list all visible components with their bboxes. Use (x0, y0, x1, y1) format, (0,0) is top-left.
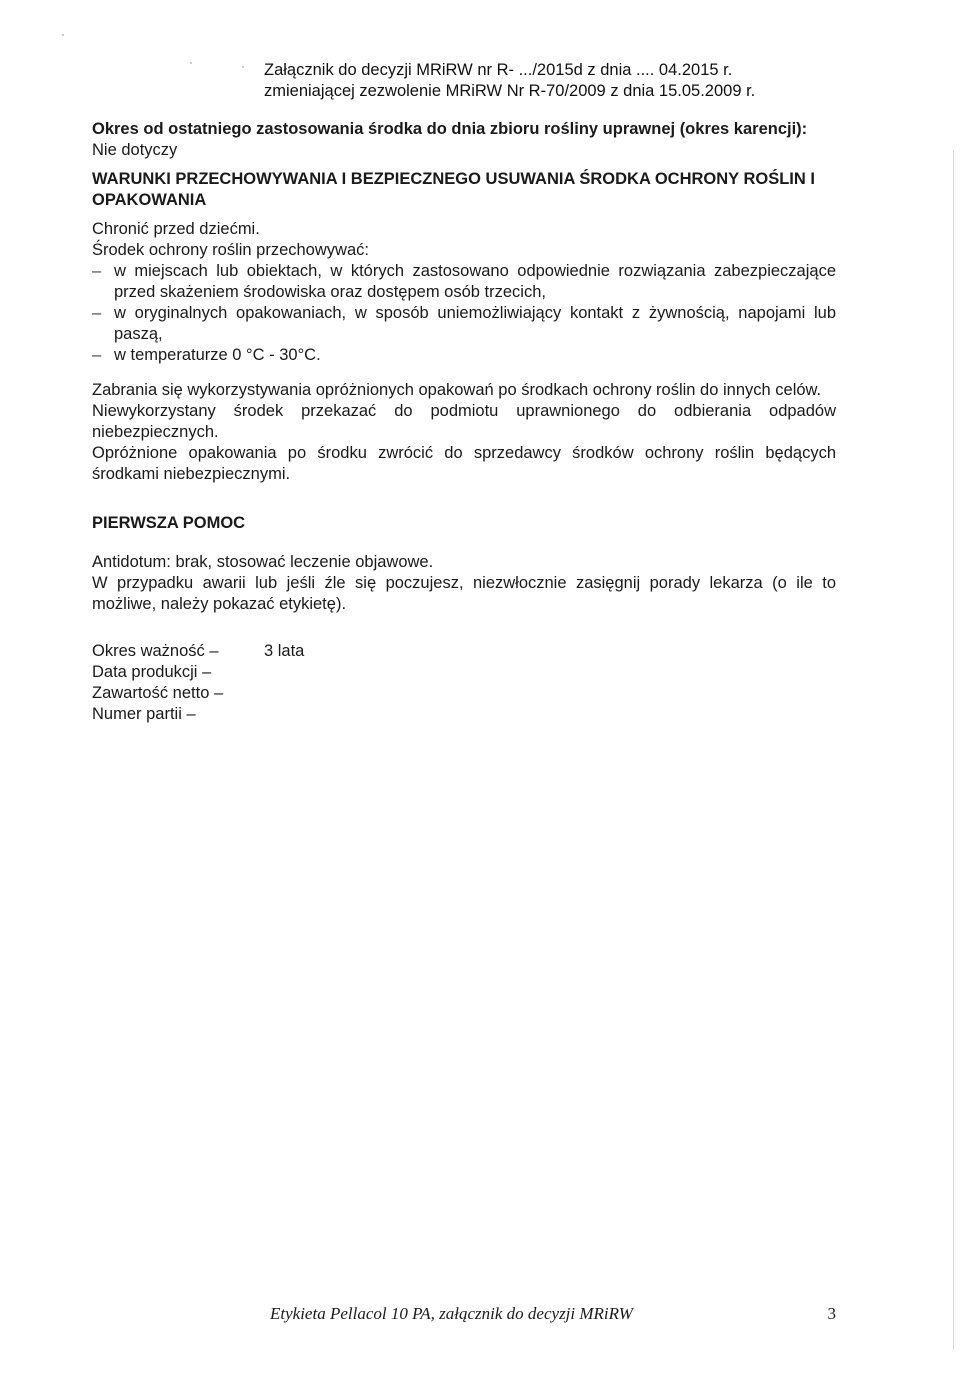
first-aid-instructions: W przypadku awarii lub jeśli źle się poczujesz, niezwłocznie zasięgnij porady lekarza (o ile to możliwe, należy pokazać etykietę). (92, 574, 836, 613)
storage-title: WARUNKI PRZECHOWYWANIA I BEZPIECZNEGO USUWANIA ŚRODKA OCHRONY ROŚLIN I OPAKOWANIA (92, 170, 815, 209)
footer (270, 1304, 836, 1324)
first-aid-antidote: Antidotum: brak, stosować leczenie objawowe. (92, 553, 434, 571)
storage-list-item: – w temperaturze 0 °C - 30°C. (92, 345, 836, 366)
document-body (92, 119, 836, 725)
storage-list-item: – w miejscach lub obiektach, w których zastosowano odpowiednie rozwiązania zabezpieczające przed skażeniem środowiska oraz dostępem osób trzecich, (92, 261, 836, 303)
header-line-2: zmieniającej zezwolenie MRiRW Nr R-70/2009 z dnia 15.05.2009 r. (264, 82, 756, 100)
storage-list (92, 261, 836, 366)
first-aid-title: PIERWSZA POMOC (92, 514, 246, 532)
storage-empty-packaging: Opróżnione opakowania po środku zwrócić do sprzedawcy środków ochrony roślin będących środkami niebezpiecznymi. (92, 444, 836, 483)
meta-net-content: Zawartość netto – (92, 684, 224, 702)
scan-speck (62, 34, 64, 36)
scan-edge-shadow (953, 150, 954, 1350)
storage-intro: Środek ochrony roślin przechowywać: (92, 241, 369, 259)
product-meta (92, 641, 836, 725)
karencja-title: Okres od ostatniego zastosowania środka do dnia zbioru rośliny uprawnej (okres karencji): (92, 120, 808, 138)
header (264, 60, 755, 102)
storage-unused-disposal: Niewykorzystany środek przekazać do podmiotu uprawnionego do odbierania odpadów niebezpiecznych. (92, 402, 836, 441)
scan-speck (190, 62, 192, 64)
meta-validity-value: 3 lata (264, 642, 305, 660)
karencja-text: Nie dotyczy (92, 141, 178, 159)
storage-list-item: – w oryginalnych opakowaniach, w sposób uniemożliwiający kontakt z żywnością, napojami lub paszą, (92, 303, 836, 345)
scan-speck (242, 66, 244, 68)
header-line-1: Załącznik do decyzji MRiRW nr R- .../2015d z dnia .... 04.2015 r. (264, 61, 733, 79)
footer-text: Etykieta Pellacol 10 PA, załącznik do decyzji MRiRW (270, 1304, 633, 1323)
meta-validity-label: Okres ważność – (92, 642, 219, 660)
storage-reuse-ban: Zabrania się wykorzystywania opróżnionych opakowań po środkach ochrony roślin do innych celów. (92, 381, 822, 399)
meta-batch-number: Numer partii – (92, 705, 196, 723)
page-number: 3 (827, 1304, 836, 1323)
meta-production-date: Data produkcji – (92, 663, 212, 681)
storage-protect-children: Chronić przed dziećmi. (92, 220, 260, 238)
meta-validity (92, 641, 836, 662)
